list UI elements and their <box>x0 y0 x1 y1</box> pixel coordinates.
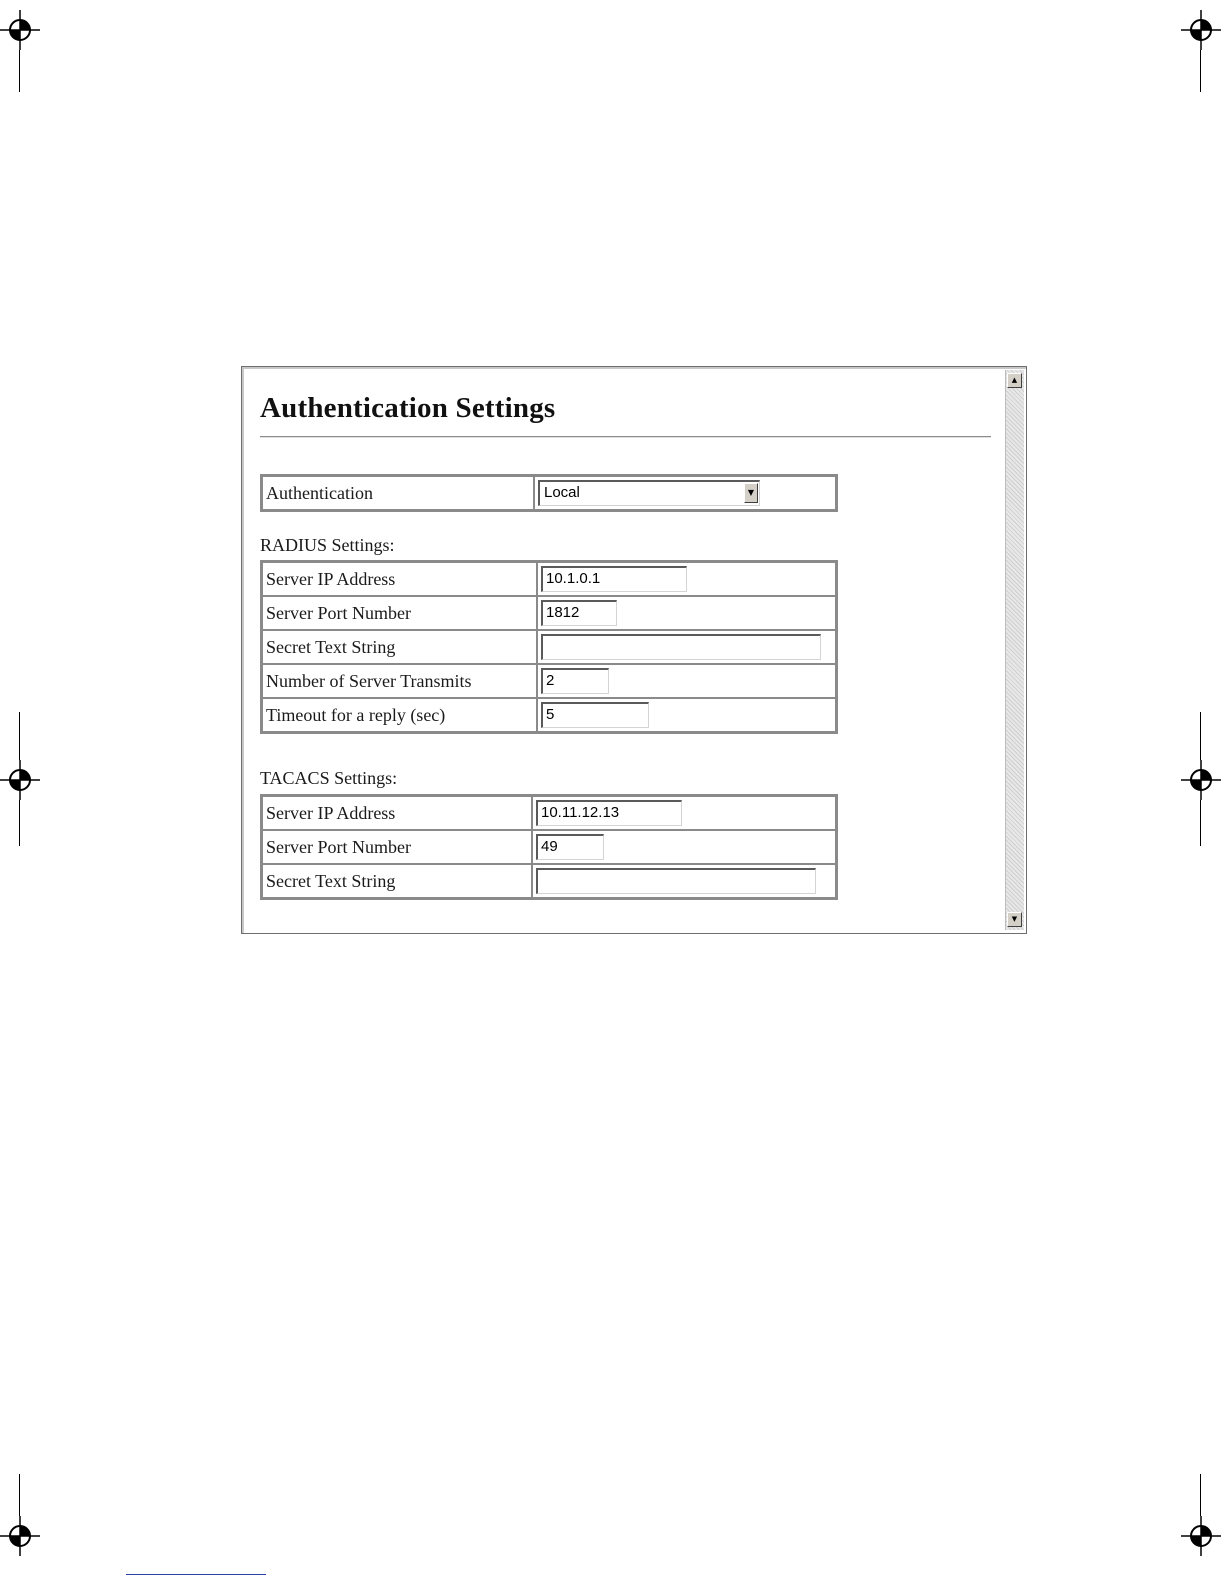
table-row <box>262 830 836 864</box>
registration-mark-bottom-left <box>0 1516 40 1556</box>
tacacs-server-port-cell <box>532 830 836 864</box>
authentication-selected-value: Local <box>544 484 580 501</box>
radius-server-port-label: Server Port Number <box>262 596 537 630</box>
table-row <box>262 664 836 698</box>
radius-server-ip-label: Server IP Address <box>262 562 537 596</box>
registration-line <box>19 50 20 92</box>
registration-line <box>19 712 20 760</box>
registration-mark-mid-right <box>1181 760 1221 800</box>
registration-mark-mid-left <box>0 760 40 800</box>
arrow-up-icon[interactable]: ▲ <box>1007 373 1022 388</box>
radius-timeout-label: Timeout for a reply (sec) <box>262 698 537 732</box>
tacacs-server-port-input[interactable]: 49 <box>536 834 604 860</box>
table-row <box>262 596 836 630</box>
radius-server-port-input[interactable]: 1812 <box>541 600 617 626</box>
authentication-value-cell <box>534 476 836 510</box>
registration-line <box>19 1474 20 1516</box>
radius-secret-input[interactable] <box>541 634 821 660</box>
radius-secret-label: Secret Text String <box>262 630 537 664</box>
authentication-select[interactable] <box>538 480 760 506</box>
title-divider <box>260 436 991 438</box>
radius-heading: RADIUS Settings: <box>260 535 395 555</box>
tacacs-secret-cell <box>532 864 836 898</box>
tacacs-server-port-label: Server Port Number <box>262 830 532 864</box>
registration-line <box>1200 50 1201 92</box>
tacacs-secret-input[interactable] <box>536 868 816 894</box>
tacacs-server-ip-label: Server IP Address <box>262 796 532 830</box>
table-row <box>262 562 836 596</box>
radius-secret-cell <box>537 630 836 664</box>
page-content <box>245 370 1004 930</box>
registration-line <box>1200 712 1201 760</box>
registration-mark-top-left <box>0 10 40 50</box>
tacacs-heading: TACACS Settings: <box>260 768 398 788</box>
tacacs-secret-label: Secret Text String <box>262 864 532 898</box>
table-row <box>262 476 836 510</box>
radius-transmits-cell <box>537 664 836 698</box>
radius-timeout-input[interactable]: 5 <box>541 702 649 728</box>
radius-transmits-label: Number of Server Transmits <box>262 664 537 698</box>
radius-server-ip-cell <box>537 562 836 596</box>
table-row <box>262 698 836 732</box>
tacacs-settings-table <box>260 794 838 900</box>
registration-line <box>19 800 20 846</box>
tacacs-server-ip-cell <box>532 796 836 830</box>
radius-server-ip-input[interactable]: 10.1.0.1 <box>541 566 687 592</box>
radius-transmits-input[interactable]: 2 <box>541 668 609 694</box>
vertical-scrollbar[interactable] <box>1005 370 1024 930</box>
browser-window <box>241 366 1027 934</box>
radius-settings-table <box>260 560 838 734</box>
table-row <box>262 630 836 664</box>
registration-line <box>1200 1474 1201 1516</box>
registration-line <box>1200 800 1201 846</box>
chevron-down-icon[interactable]: ▼ <box>744 483 758 503</box>
tacacs-server-ip-input[interactable]: 10.11.12.13 <box>536 800 682 826</box>
radius-server-port-cell <box>537 596 836 630</box>
authentication-label: Authentication <box>262 476 534 510</box>
page-title: Authentication Settings <box>260 392 556 424</box>
footer-rule <box>126 1574 266 1575</box>
authentication-table <box>260 474 838 512</box>
radius-timeout-cell <box>537 698 836 732</box>
registration-mark-bottom-right <box>1181 1516 1221 1556</box>
registration-mark-top-right <box>1181 10 1221 50</box>
table-row <box>262 864 836 898</box>
arrow-down-icon[interactable]: ▼ <box>1007 912 1022 927</box>
table-row <box>262 796 836 830</box>
